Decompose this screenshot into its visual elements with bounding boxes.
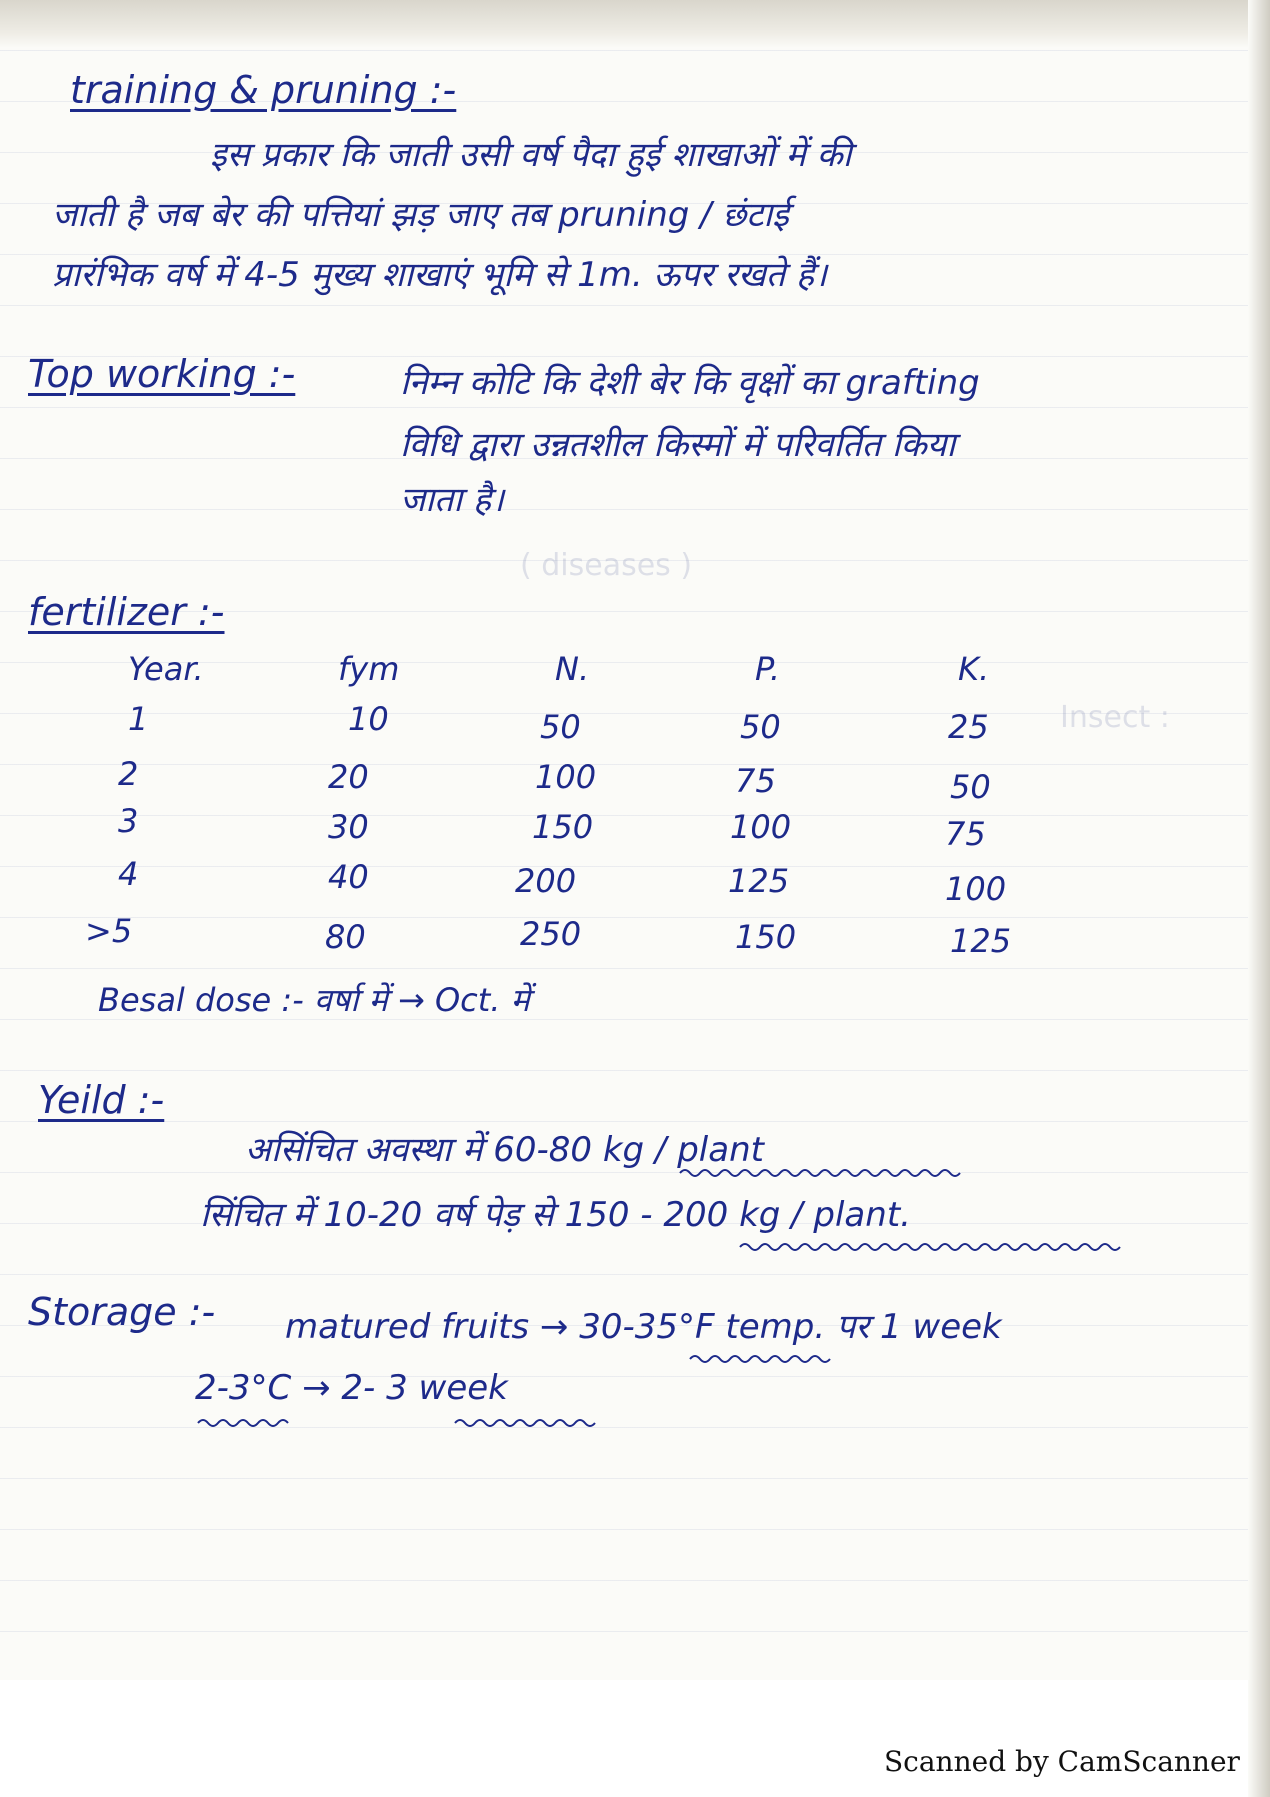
table-cell: 125 xyxy=(950,922,1012,960)
table-cell: 20 xyxy=(328,758,369,796)
bleed-through-text: Insect : xyxy=(1060,700,1170,735)
col-header-p: P. xyxy=(755,650,781,688)
underline-squiggle xyxy=(690,1352,830,1366)
top-working-line-1: निम्न कोटि कि देशी बेर कि वृक्षों का grafting xyxy=(400,363,980,403)
table-cell: 125 xyxy=(728,862,790,900)
table-cell: 250 xyxy=(520,915,582,953)
top-working-line-2: विधि द्वारा उन्नतशील किस्मों में परिवर्तित किया xyxy=(400,425,956,465)
top-working-line-3: जाता है। xyxy=(400,480,504,520)
table-cell: 30 xyxy=(328,808,369,846)
underline-squiggle xyxy=(455,1416,595,1430)
underline-squiggle xyxy=(740,1240,1130,1254)
storage-line-1: matured fruits → 30-35°F temp. पर 1 week xyxy=(285,1307,1002,1347)
table-cell: 100 xyxy=(730,808,792,846)
col-header-n: N. xyxy=(555,650,590,688)
basal-dose-note: Besal dose :- वर्षा में → Oct. में xyxy=(98,981,530,1019)
table-cell: 50 xyxy=(740,708,781,746)
training-line-1: इस प्रकार कि जाती उसी वर्ष पैदा हुई शाखाओं में की xyxy=(210,135,852,175)
heading-top-working: Top working :- xyxy=(28,352,296,396)
training-line-3: प्रारंभिक वर्ष में 4-5 मुख्य शाखाएं भूमि से 1m. ऊपर रखते हैं। xyxy=(52,255,827,295)
yield-line-1: असिंचित अवस्था में 60-80 kg / plant xyxy=(245,1130,764,1170)
table-cell: 25 xyxy=(948,708,989,746)
table-cell: 75 xyxy=(945,815,986,853)
heading-yield: Yeild :- xyxy=(38,1078,165,1122)
table-cell: 50 xyxy=(950,768,991,806)
table-cell: 80 xyxy=(325,918,366,956)
yield-line-2: सिंचित में 10-20 वर्ष पेड़ से 150 - 200 kg / plant. xyxy=(200,1195,911,1235)
table-cell: 3 xyxy=(118,802,139,840)
heading-fertilizer: fertilizer :- xyxy=(28,590,225,634)
col-header-year: Year. xyxy=(128,650,204,688)
table-cell: 100 xyxy=(945,870,1007,908)
underline-squiggle xyxy=(680,1166,960,1180)
table-cell: 100 xyxy=(535,758,597,796)
table-cell: >5 xyxy=(85,912,133,950)
storage-line-2: 2-3°C → 2- 3 week xyxy=(195,1368,508,1408)
table-cell: 150 xyxy=(735,918,797,956)
heading-storage: Storage :- xyxy=(28,1290,216,1334)
bleed-through-text: ( diseases ) xyxy=(520,548,693,583)
scanner-watermark: Scanned by CamScanner xyxy=(884,1745,1240,1778)
table-cell: 1 xyxy=(128,700,149,738)
table-cell: 10 xyxy=(348,700,389,738)
table-cell: 4 xyxy=(118,855,139,893)
heading-training-pruning: training & pruning :- xyxy=(70,68,457,112)
table-cell: 200 xyxy=(515,862,577,900)
col-header-k: K. xyxy=(958,650,990,688)
col-header-fym: fym xyxy=(338,650,400,688)
table-cell: 50 xyxy=(540,708,581,746)
table-cell: 150 xyxy=(532,808,594,846)
table-cell: 75 xyxy=(735,762,776,800)
training-line-2: जाती है जब बेर की पत्तियां झड़ जाए तब pruning / छंटाई xyxy=(52,195,789,235)
table-cell: 2 xyxy=(118,755,139,793)
underline-squiggle xyxy=(198,1416,288,1430)
page-bottom-margin xyxy=(0,1680,1270,1797)
table-cell: 40 xyxy=(328,858,369,896)
